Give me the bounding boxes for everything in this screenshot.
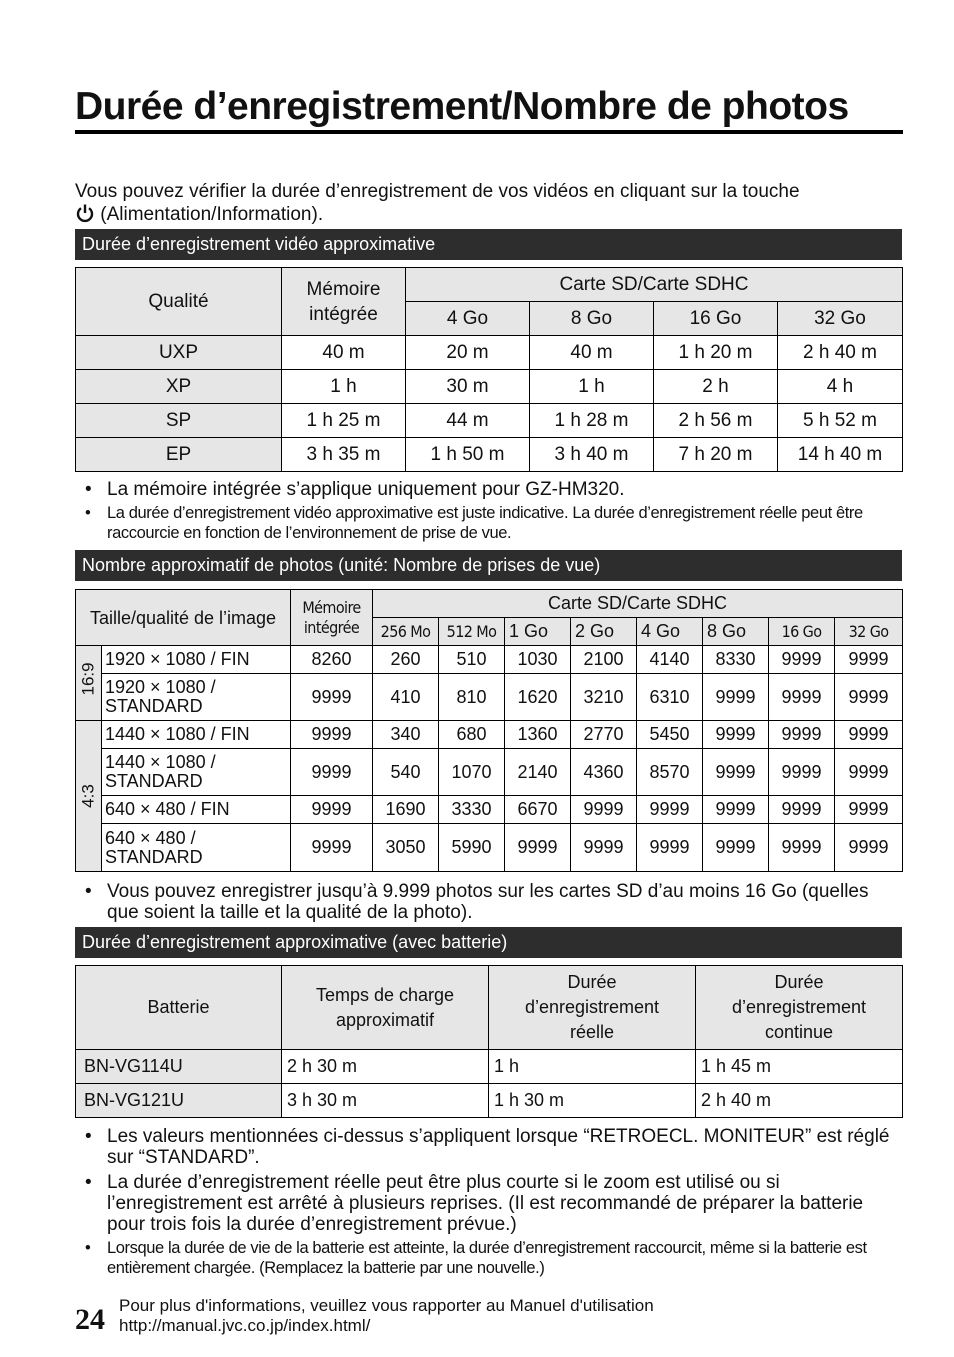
intro-text — [75, 181, 905, 226]
table-row — [76, 404, 903, 438]
header-memory: Mémoire intégrée — [291, 590, 373, 646]
header-card: Carte SD/Carte SDHC — [406, 268, 903, 302]
note-item: • Vous pouvez enregistrer jusqu’à 9.999 photos sur les cartes SD d’au moins 16 Go (quelles que soient la taille et la qualité de la photo). — [85, 881, 903, 923]
footer-url: http://manual.jvc.co.jp/index.html/ — [119, 1316, 371, 1335]
value-cell: 9999 — [637, 796, 703, 824]
power-icon — [75, 203, 95, 223]
table-row — [76, 749, 903, 796]
value-cell: 9999 — [835, 674, 903, 721]
header-capacity: 4 Go — [406, 302, 530, 336]
page-title: Durée d’enregistrement/Nombre de photos — [75, 86, 903, 134]
value-cell: 810 — [439, 674, 505, 721]
note-item: • Lorsque la durée de vie de la batterie est atteinte, la durée d’enregistrement raccourcit, même si la batterie est entièrement chargée. (Remplacez la batterie par une nouvelle.) — [85, 1238, 903, 1278]
value-cell: 1 h 25 m — [282, 404, 406, 438]
video-duration-table — [75, 267, 903, 472]
value-cell: 1 h 30 m — [489, 1084, 696, 1118]
value-cell: 4360 — [571, 749, 637, 796]
value-cell: 680 — [439, 721, 505, 749]
size-cell: 1440 × 1080 / FIN — [102, 721, 291, 749]
footer-line-1: Pour plus d'informations, veuillez vous rapporter au Manuel d'utilisation — [119, 1296, 654, 1315]
size-cell: 1920 × 1080 / FIN — [102, 646, 291, 674]
table-row — [76, 796, 903, 824]
table-row — [76, 1050, 903, 1084]
value-cell: 30 m — [406, 370, 530, 404]
size-cell: 640 × 480 / FIN — [102, 796, 291, 824]
quality-cell: EP — [76, 438, 282, 472]
quality-cell: UXP — [76, 336, 282, 370]
table-row — [76, 1084, 903, 1118]
value-cell: 3050 — [373, 824, 439, 872]
value-cell: 9999 — [703, 796, 769, 824]
value-cell: 9999 — [571, 824, 637, 872]
value-cell: 9999 — [291, 796, 373, 824]
value-cell: 1030 — [505, 646, 571, 674]
table-row — [76, 674, 903, 721]
value-cell: 1 h 20 m — [654, 336, 778, 370]
header-capacity: 32 Go — [835, 618, 903, 646]
value-cell: 8570 — [637, 749, 703, 796]
battery-cell: BN-VG121U — [76, 1084, 282, 1118]
value-cell: 9999 — [703, 721, 769, 749]
value-cell: 3 h 35 m — [282, 438, 406, 472]
value-cell: 8330 — [703, 646, 769, 674]
size-cell: 1920 × 1080 / STANDARD — [102, 674, 291, 721]
intro-line-1: Vous pouvez vérifier la durée d’enregistrement de vos vidéos en cliquant sur la touche — [75, 181, 800, 202]
value-cell: 1360 — [505, 721, 571, 749]
value-cell: 1620 — [505, 674, 571, 721]
value-cell: 340 — [373, 721, 439, 749]
value-cell: 5 h 52 m — [778, 404, 903, 438]
value-cell: 1 h — [489, 1050, 696, 1084]
size-cell: 640 × 480 / STANDARD — [102, 824, 291, 872]
value-cell: 9999 — [769, 796, 835, 824]
value-cell: 9999 — [291, 674, 373, 721]
value-cell: 9999 — [835, 646, 903, 674]
value-cell: 410 — [373, 674, 439, 721]
table-row — [76, 438, 903, 472]
header-capacity: 512 Mo — [439, 618, 505, 646]
header-size: Taille/qualité de l’image — [76, 590, 291, 646]
header-capacity: 2 Go — [571, 618, 637, 646]
aspect-label-4-3 — [76, 721, 102, 872]
header-capacity: 1 Go — [505, 618, 571, 646]
value-cell: 7 h 20 m — [654, 438, 778, 472]
video-section-heading: Durée d’enregistrement vidéo approximative — [75, 229, 902, 260]
header-capacity: 16 Go — [769, 618, 835, 646]
value-cell: 9999 — [835, 796, 903, 824]
photo-section-heading: Nombre approximatif de photos (unité: Nombre de prises de vue) — [75, 550, 902, 581]
value-cell: 40 m — [530, 336, 654, 370]
video-notes — [85, 479, 903, 543]
value-cell: 9999 — [637, 824, 703, 872]
value-cell: 9999 — [835, 824, 903, 872]
header-capacity: 16 Go — [654, 302, 778, 336]
value-cell: 510 — [439, 646, 505, 674]
value-cell: 1 h 28 m — [530, 404, 654, 438]
value-cell: 2 h 40 m — [696, 1084, 903, 1118]
value-cell: 9999 — [703, 674, 769, 721]
value-cell: 9999 — [769, 674, 835, 721]
header-capacity: 256 Mo — [373, 618, 439, 646]
value-cell: 5450 — [637, 721, 703, 749]
note-item: • Les valeurs mentionnées ci-dessus s’appliquent lorsque “RETROECL. MONITEUR” est réglé sur “STANDARD”. — [85, 1126, 903, 1168]
value-cell: 2100 — [571, 646, 637, 674]
value-cell: 9999 — [835, 721, 903, 749]
header-actual-duration: Durée d’enregistrement réelle — [489, 966, 696, 1050]
value-cell: 9999 — [835, 749, 903, 796]
footer-text — [119, 1296, 654, 1336]
header-charge-time: Temps de charge approximatif — [282, 966, 489, 1050]
quality-cell: XP — [76, 370, 282, 404]
value-cell: 6310 — [637, 674, 703, 721]
header-quality: Qualité — [76, 268, 282, 336]
value-cell: 9999 — [291, 721, 373, 749]
value-cell: 9999 — [769, 749, 835, 796]
value-cell: 44 m — [406, 404, 530, 438]
header-capacity: 4 Go — [637, 618, 703, 646]
note-item: • La durée d’enregistrement vidéo approximative est juste indicative. La durée d’enregistrement réelle peut être raccourcie en fonction de l’environnement de prise de vue. — [85, 503, 903, 543]
value-cell: 9999 — [769, 721, 835, 749]
value-cell: 2770 — [571, 721, 637, 749]
value-cell: 3 h 30 m — [282, 1084, 489, 1118]
value-cell: 2 h — [654, 370, 778, 404]
value-cell: 2 h 56 m — [654, 404, 778, 438]
size-cell: 1440 × 1080 / STANDARD — [102, 749, 291, 796]
value-cell: 9999 — [505, 824, 571, 872]
header-memory: Mémoire intégrée — [282, 268, 406, 336]
value-cell: 9999 — [769, 824, 835, 872]
value-cell: 9999 — [571, 796, 637, 824]
value-cell: 2 h 30 m — [282, 1050, 489, 1084]
value-cell: 3210 — [571, 674, 637, 721]
aspect-label-16-9 — [76, 646, 102, 721]
header-capacity: 32 Go — [778, 302, 903, 336]
value-cell: 3330 — [439, 796, 505, 824]
value-cell: 2 h 40 m — [778, 336, 903, 370]
value-cell: 1 h 45 m — [696, 1050, 903, 1084]
value-cell: 9999 — [703, 824, 769, 872]
intro-line-2 — [75, 203, 905, 226]
value-cell: 8260 — [291, 646, 373, 674]
value-cell: 540 — [373, 749, 439, 796]
value-cell: 260 — [373, 646, 439, 674]
battery-section-heading: Durée d’enregistrement approximative (avec batterie) — [75, 927, 902, 958]
value-cell: 9999 — [703, 749, 769, 796]
note-item: • La durée d’enregistrement réelle peut être plus courte si le zoom est utilisé ou si l’enregistrement est arrêté à plusieurs reprises. (Il est recommandé de préparer la batterie pour trois fois la durée d’enregistrement prévue.) — [85, 1172, 903, 1235]
battery-notes — [85, 1126, 903, 1278]
value-cell: 9999 — [769, 646, 835, 674]
photo-notes — [85, 881, 903, 923]
header-card: Carte SD/Carte SDHC — [373, 590, 903, 618]
header-continuous-duration: Durée d’enregistrement continue — [696, 966, 903, 1050]
value-cell: 2140 — [505, 749, 571, 796]
note-item: • La mémoire intégrée s’applique uniquement pour GZ-HM320. — [85, 479, 903, 500]
header-battery: Batterie — [76, 966, 282, 1050]
intro-line-2-text: (Alimentation/Information). — [100, 204, 324, 225]
value-cell: 4140 — [637, 646, 703, 674]
value-cell: 1690 — [373, 796, 439, 824]
page-number: 24 — [75, 1303, 105, 1336]
aspect-ratio-text: 4:3 — [78, 784, 98, 808]
photo-count-table — [75, 589, 903, 872]
battery-table — [75, 965, 903, 1118]
value-cell: 20 m — [406, 336, 530, 370]
value-cell: 9999 — [291, 824, 373, 872]
value-cell: 14 h 40 m — [778, 438, 903, 472]
value-cell: 6670 — [505, 796, 571, 824]
value-cell: 1 h — [282, 370, 406, 404]
table-row — [76, 336, 903, 370]
aspect-ratio-text: 16:9 — [78, 662, 98, 696]
value-cell: 1 h — [530, 370, 654, 404]
value-cell: 1070 — [439, 749, 505, 796]
table-row — [76, 721, 903, 749]
header-capacity: 8 Go — [530, 302, 654, 336]
value-cell: 3 h 40 m — [530, 438, 654, 472]
value-cell: 9999 — [291, 749, 373, 796]
value-cell: 1 h 50 m — [406, 438, 530, 472]
table-row — [76, 646, 903, 674]
quality-cell: SP — [76, 404, 282, 438]
table-row — [76, 824, 903, 872]
value-cell: 4 h — [778, 370, 903, 404]
table-row — [76, 370, 903, 404]
header-capacity: 8 Go — [703, 618, 769, 646]
battery-cell: BN-VG114U — [76, 1050, 282, 1084]
value-cell: 40 m — [282, 336, 406, 370]
value-cell: 5990 — [439, 824, 505, 872]
